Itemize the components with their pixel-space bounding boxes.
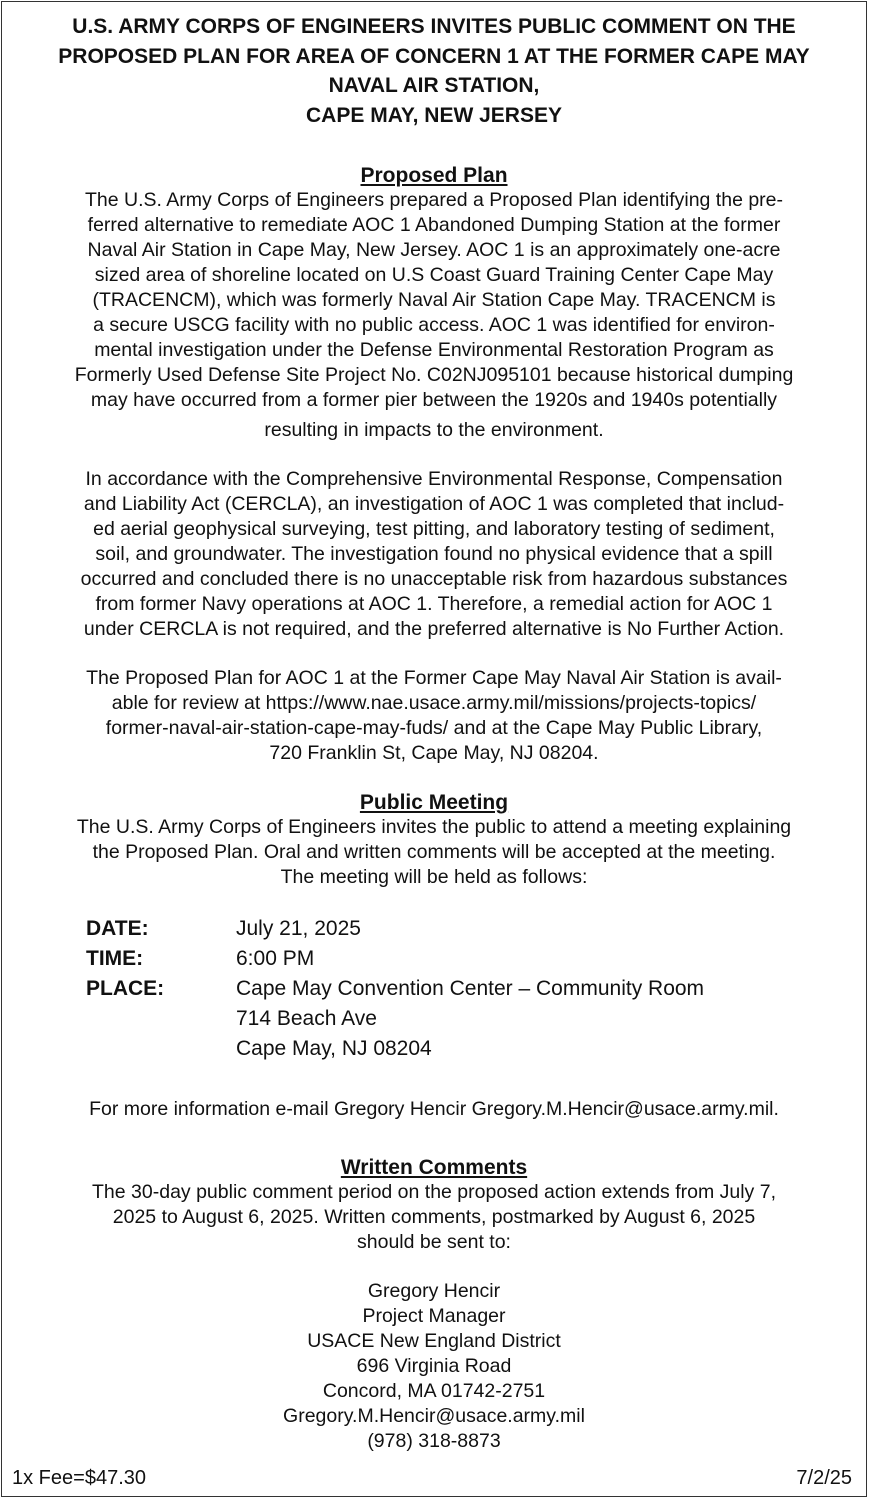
text-line: and Liability Act (CERCLA), an investigation of AOC 1 was completed that includ- xyxy=(83,493,785,515)
place-value xyxy=(236,974,866,1064)
contact-organization: USACE New England District xyxy=(307,1330,561,1352)
notice-footer xyxy=(12,1467,852,1490)
written-comments-heading: Written Comments xyxy=(340,1156,528,1179)
proposed-plan-heading: Proposed Plan xyxy=(360,164,508,187)
text-line: In accordance with the Comprehensive Environmental Response, Compensation xyxy=(85,468,783,490)
proposed-plan-paragraph-1 xyxy=(16,188,852,443)
place-line: Cape May Convention Center – Community Room xyxy=(236,977,705,1000)
text-line: former-naval-air-station-cape-may-fuds/ and at the Cape May Public Library, xyxy=(105,717,763,739)
written-comments-paragraph xyxy=(16,1180,852,1255)
text-line: occurred and concluded there is no unacceptable risk from hazardous substances xyxy=(80,568,788,590)
notice-headline xyxy=(16,12,852,130)
publication-date: 7/2/25 xyxy=(796,1467,852,1489)
contact-phone: (978) 318-8873 xyxy=(367,1430,501,1452)
place-line: Cape May, NJ 08204 xyxy=(236,1037,432,1060)
contact-street: 696 Virginia Road xyxy=(356,1355,512,1377)
time-label: TIME: xyxy=(86,947,144,970)
text-line: under CERCLA is not required, and the preferred alternative is No Further Action. xyxy=(83,618,785,640)
headline-line: NAVAL AIR STATION, xyxy=(328,74,540,97)
text-line: should be sent to: xyxy=(357,1231,511,1253)
text-line: the Proposed Plan. Oral and written comments will be accepted at the meeting. xyxy=(92,841,776,863)
public-meeting-paragraph xyxy=(16,815,852,890)
schedule-time-row xyxy=(86,944,866,974)
date-value: July 21, 2025 xyxy=(236,917,361,940)
text-line: a secure USCG facility with no public access. AOC 1 was identified for environ- xyxy=(93,314,775,336)
text-line: ed aerial geophysical surveying, test pitting, and laboratory testing of sediment, xyxy=(93,518,775,540)
text-line: Formerly Used Defense Site Project No. C02NJ095101 because historical dumping xyxy=(74,364,794,386)
contact-email: Gregory.M.Hencir@usace.army.mil xyxy=(283,1405,585,1427)
text-line: able for review at https://www.nae.usace.army.mil/missions/projects-topics/ xyxy=(111,692,757,714)
text-line: ferred alternative to remediate AOC 1 Abandoned Dumping Station at the former xyxy=(87,214,781,236)
headline-line: CAPE MAY, NEW JERSEY xyxy=(306,103,562,127)
headline-line: U.S. ARMY CORPS OF ENGINEERS INVITES PUBLIC COMMENT ON THE xyxy=(72,15,796,38)
place-line: 714 Beach Ave xyxy=(236,1007,377,1030)
text-line: The U.S. Army Corps of Engineers prepared a Proposed Plan identifying the pre- xyxy=(84,189,784,211)
time-value: 6:00 PM xyxy=(236,947,315,970)
meeting-schedule xyxy=(86,914,866,1064)
more-information xyxy=(16,1097,852,1122)
proposed-plan-paragraph-2 xyxy=(16,467,852,642)
text-line: The U.S. Army Corps of Engineers invites the public to attend a meeting explaining xyxy=(76,816,792,838)
text-line: mental investigation under the Defense Environmental Restoration Program as xyxy=(94,339,774,361)
schedule-place-row xyxy=(86,974,866,1064)
text-line: The meeting will be held as follows: xyxy=(280,866,588,888)
text-line: The Proposed Plan for AOC 1 at the Former Cape May Naval Air Station is avail- xyxy=(86,667,782,689)
text-line: Naval Air Station in Cape May, New Jersey. AOC 1 is an approximately one-acre xyxy=(87,239,781,261)
date-label: DATE: xyxy=(86,917,149,940)
fee-text: 1x Fee=$47.30 xyxy=(12,1467,146,1489)
public-notice xyxy=(1,1,867,1497)
headline-line: PROPOSED PLAN FOR AREA OF CONCERN 1 AT THE FORMER CAPE MAY xyxy=(58,44,810,68)
text-line: 2025 to August 6, 2025. Written comments, postmarked by August 6, 2025 xyxy=(112,1206,756,1228)
text-line: may have occurred from a former pier between the 1920s and 1940s potentially xyxy=(90,389,778,411)
proposed-plan-paragraph-3 xyxy=(16,666,852,766)
text-line: from former Navy operations at AOC 1. Therefore, a remedial action for AOC 1 xyxy=(95,593,773,615)
text-line: sized area of shoreline located on U.S Coast Guard Training Center Cape May xyxy=(94,264,774,286)
more-info-text: For more information e-mail Gregory Hencir Gregory.M.Hencir@usace.army.mil. xyxy=(89,1098,779,1120)
public-meeting-heading: Public Meeting xyxy=(359,791,509,814)
contact-title: Project Manager xyxy=(362,1305,506,1327)
contact-city: Concord, MA 01742-2751 xyxy=(322,1380,546,1402)
contact-block xyxy=(2,1279,866,1454)
text-line: (TRACENCM), which was formerly Naval Air Station Cape May. TRACENCM is xyxy=(92,289,776,311)
schedule-date-row xyxy=(86,914,866,944)
place-label: PLACE: xyxy=(86,977,165,1000)
text-line: resulting in impacts to the environment. xyxy=(264,419,604,441)
contact-name: Gregory Hencir xyxy=(367,1280,501,1302)
text-line: soil, and groundwater. The investigation found no physical evidence that a spill xyxy=(95,543,773,565)
text-line: 720 Franklin St, Cape May, NJ 08204. xyxy=(269,742,599,764)
text-line: The 30-day public comment period on the proposed action extends from July 7, xyxy=(92,1181,776,1203)
